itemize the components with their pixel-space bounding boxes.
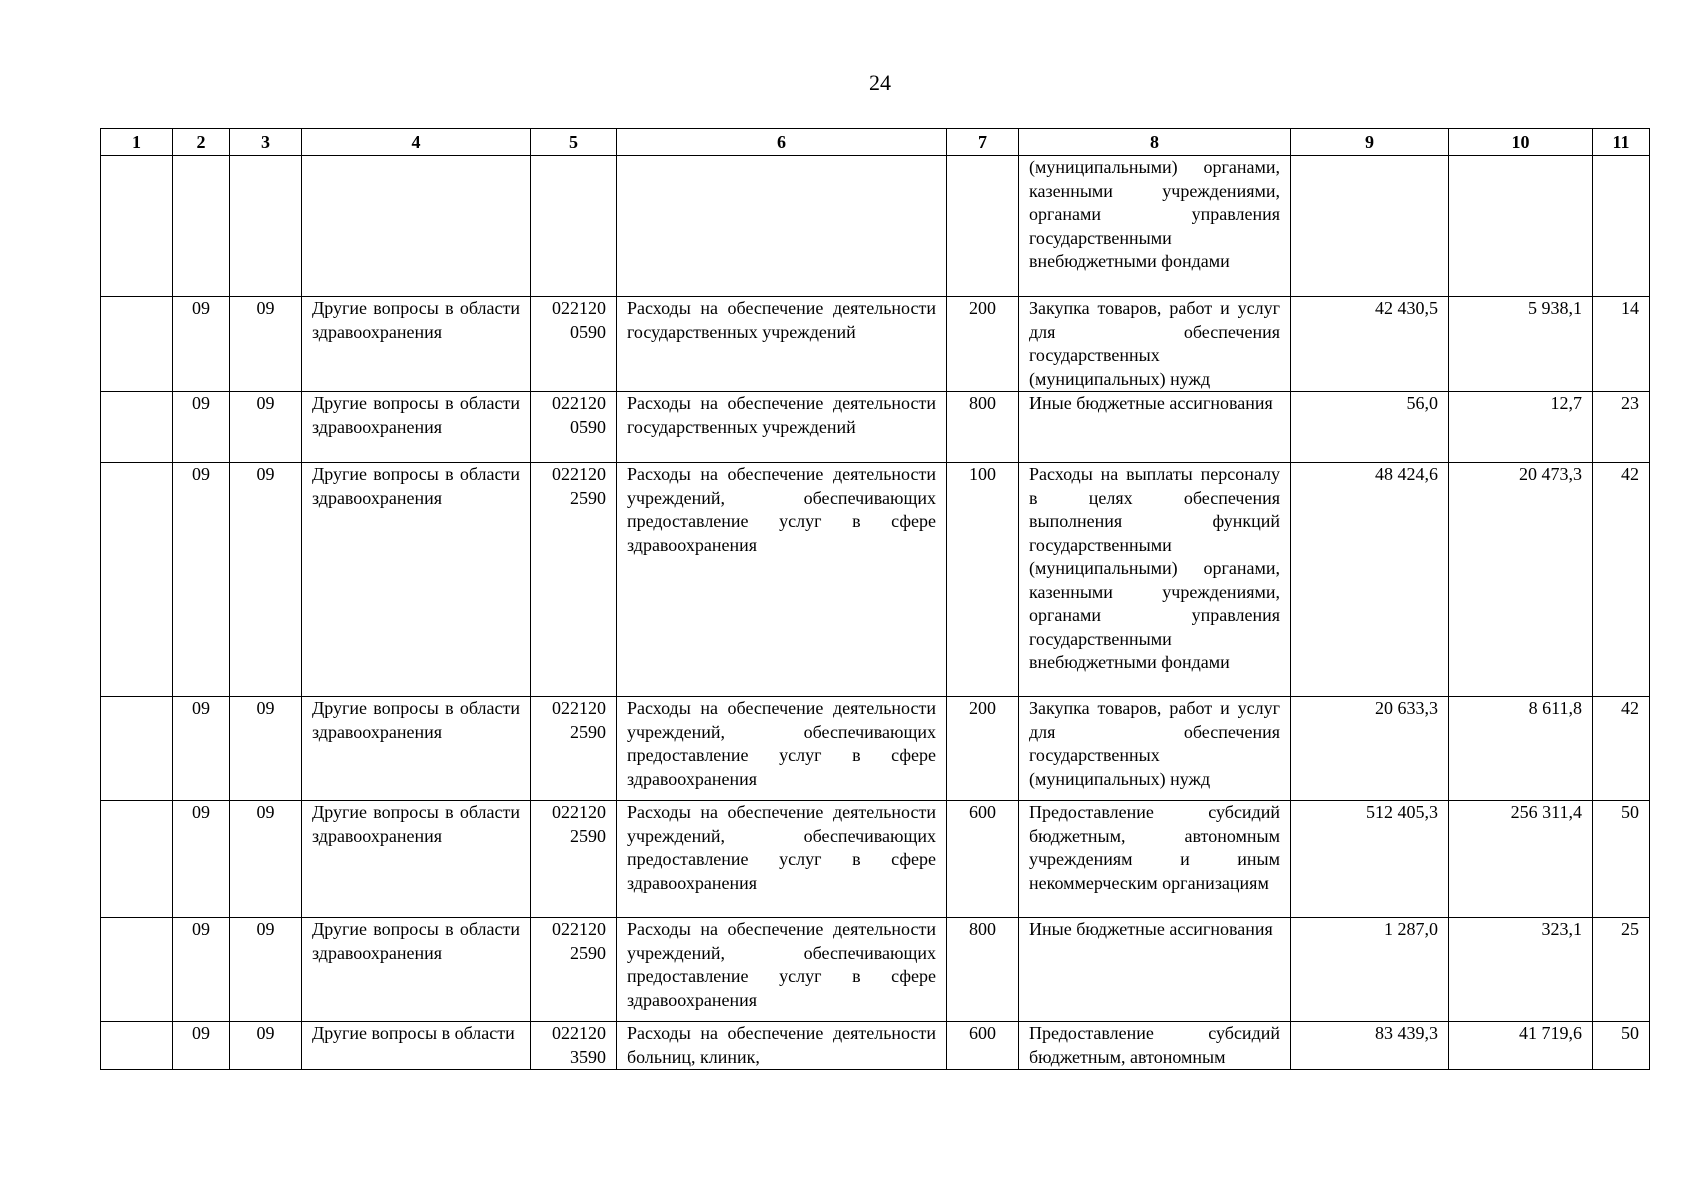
cell-plan-amount: 1 287,0	[1291, 918, 1449, 1022]
cell-expense-type-name: (муниципальными) органами, казенными учреждениями, органами управления государственными внебюджетными фондами	[1019, 156, 1291, 297]
cell-section: 09	[173, 392, 230, 463]
cell-plan-amount: 20 633,3	[1291, 697, 1449, 801]
cell-expense-type: 600	[947, 1022, 1019, 1070]
cell-col1	[101, 463, 173, 697]
column-header: 6	[617, 129, 947, 156]
column-header: 3	[230, 129, 302, 156]
cell-section	[173, 156, 230, 297]
cell-plan-amount: 42 430,5	[1291, 297, 1449, 392]
cell-section-name: Другие вопросы в области здравоохранения	[302, 392, 531, 463]
cell-section-name	[302, 156, 531, 297]
cell-subsection: 09	[230, 1022, 302, 1070]
cell-executed-amount: 8 611,8	[1449, 697, 1593, 801]
table-row	[101, 1022, 1650, 1070]
cell-percent: 14	[1593, 297, 1650, 392]
cell-target-code: 022120 2590	[531, 918, 617, 1022]
cell-target-name: Расходы на обеспечение деятельности учреждений, обеспечивающих предоставление услуг в сфере здравоохранения	[617, 697, 947, 801]
cell-executed-amount: 323,1	[1449, 918, 1593, 1022]
cell-section: 09	[173, 297, 230, 392]
cell-section: 09	[173, 801, 230, 918]
cell-expense-type: 600	[947, 801, 1019, 918]
cell-expense-type	[947, 156, 1019, 297]
cell-target-name: Расходы на обеспечение деятельности учреждений, обеспечивающих предоставление услуг в сфере здравоохранения	[617, 463, 947, 697]
table-row	[101, 697, 1650, 801]
cell-percent: 50	[1593, 801, 1650, 918]
cell-subsection: 09	[230, 801, 302, 918]
cell-subsection: 09	[230, 297, 302, 392]
cell-plan-amount: 48 424,6	[1291, 463, 1449, 697]
cell-percent: 50	[1593, 1022, 1650, 1070]
cell-expense-type: 200	[947, 297, 1019, 392]
cell-plan-amount: 56,0	[1291, 392, 1449, 463]
header-row	[101, 129, 1650, 156]
column-header: 11	[1593, 129, 1650, 156]
column-header: 1	[101, 129, 173, 156]
cell-expense-type-name: Расходы на выплаты персоналу в целях обеспечения выполнения функций государственными (муниципальными) органами, казенными учреждениями, органами управления государственными внебюджетными фондами	[1019, 463, 1291, 697]
cell-target-code: 022120 0590	[531, 392, 617, 463]
page-number: 24	[869, 70, 891, 95]
cell-col1	[101, 801, 173, 918]
cell-col1	[101, 156, 173, 297]
table-row	[101, 297, 1650, 392]
cell-section-name: Другие вопросы в области здравоохранения	[302, 697, 531, 801]
table-row	[101, 801, 1650, 918]
cell-target-code: 022120 0590	[531, 297, 617, 392]
cell-plan-amount	[1291, 156, 1449, 297]
cell-subsection: 09	[230, 697, 302, 801]
cell-target-name: Расходы на обеспечение деятельности учреждений, обеспечивающих предоставление услуг в сфере здравоохранения	[617, 918, 947, 1022]
cell-expense-type-name: Предоставление субсидий бюджетным, автономным	[1019, 1022, 1291, 1070]
cell-col1	[101, 697, 173, 801]
cell-target-code: 022120 2590	[531, 697, 617, 801]
cell-expense-type-name: Иные бюджетные ассигнования	[1019, 918, 1291, 1022]
column-header: 7	[947, 129, 1019, 156]
cell-expense-type-name: Предоставление субсидий бюджетным, автономным учреждениям и иным некоммерческим организациям	[1019, 801, 1291, 918]
budget-table	[100, 128, 1650, 1070]
cell-expense-type: 100	[947, 463, 1019, 697]
cell-target-code: 022120 2590	[531, 463, 617, 697]
cell-target-name: Расходы на обеспечение деятельности учреждений, обеспечивающих предоставление услуг в сфере здравоохранения	[617, 801, 947, 918]
cell-percent: 42	[1593, 463, 1650, 697]
cell-col1	[101, 297, 173, 392]
table-row	[101, 918, 1650, 1022]
cell-col1	[101, 392, 173, 463]
cell-col1	[101, 1022, 173, 1070]
column-header: 8	[1019, 129, 1291, 156]
column-header: 10	[1449, 129, 1593, 156]
cell-executed-amount: 5 938,1	[1449, 297, 1593, 392]
cell-expense-type-name: Иные бюджетные ассигнования	[1019, 392, 1291, 463]
cell-executed-amount: 20 473,3	[1449, 463, 1593, 697]
table-row	[101, 392, 1650, 463]
cell-executed-amount: 41 719,6	[1449, 1022, 1593, 1070]
cell-executed-amount: 12,7	[1449, 392, 1593, 463]
cell-target-code	[531, 156, 617, 297]
cell-expense-type-name: Закупка товаров, работ и услуг для обеспечения государственных (муниципальных) нужд	[1019, 697, 1291, 801]
cell-percent: 23	[1593, 392, 1650, 463]
cell-section: 09	[173, 463, 230, 697]
cell-target-name: Расходы на обеспечение деятельности больниц, клиник,	[617, 1022, 947, 1070]
cell-section-name: Другие вопросы в области здравоохранения	[302, 801, 531, 918]
cell-subsection: 09	[230, 918, 302, 1022]
cell-expense-type: 800	[947, 392, 1019, 463]
cell-target-name	[617, 156, 947, 297]
cell-section-name: Другие вопросы в области здравоохранения	[302, 463, 531, 697]
cell-subsection: 09	[230, 392, 302, 463]
cell-expense-type-name: Закупка товаров, работ и услуг для обеспечения государственных (муниципальных) нужд	[1019, 297, 1291, 392]
cell-section: 09	[173, 1022, 230, 1070]
cell-plan-amount: 512 405,3	[1291, 801, 1449, 918]
cell-section-name: Другие вопросы в области	[302, 1022, 531, 1070]
column-header: 4	[302, 129, 531, 156]
cell-section: 09	[173, 697, 230, 801]
cell-executed-amount	[1449, 156, 1593, 297]
cell-target-code: 022120 3590	[531, 1022, 617, 1070]
cell-subsection	[230, 156, 302, 297]
cell-percent: 42	[1593, 697, 1650, 801]
table-row	[101, 463, 1650, 697]
column-header: 5	[531, 129, 617, 156]
cell-executed-amount: 256 311,4	[1449, 801, 1593, 918]
cell-target-name: Расходы на обеспечение деятельности государственных учреждений	[617, 392, 947, 463]
column-header: 9	[1291, 129, 1449, 156]
cell-plan-amount: 83 439,3	[1291, 1022, 1449, 1070]
cell-target-name: Расходы на обеспечение деятельности государственных учреждений	[617, 297, 947, 392]
cell-percent: 25	[1593, 918, 1650, 1022]
cell-section-name: Другие вопросы в области здравоохранения	[302, 918, 531, 1022]
cell-section: 09	[173, 918, 230, 1022]
cell-target-code: 022120 2590	[531, 801, 617, 918]
column-header: 2	[173, 129, 230, 156]
cell-col1	[101, 918, 173, 1022]
cell-section-name: Другие вопросы в области здравоохранения	[302, 297, 531, 392]
table-row	[101, 156, 1650, 297]
cell-percent	[1593, 156, 1650, 297]
cell-expense-type: 800	[947, 918, 1019, 1022]
cell-subsection: 09	[230, 463, 302, 697]
cell-expense-type: 200	[947, 697, 1019, 801]
